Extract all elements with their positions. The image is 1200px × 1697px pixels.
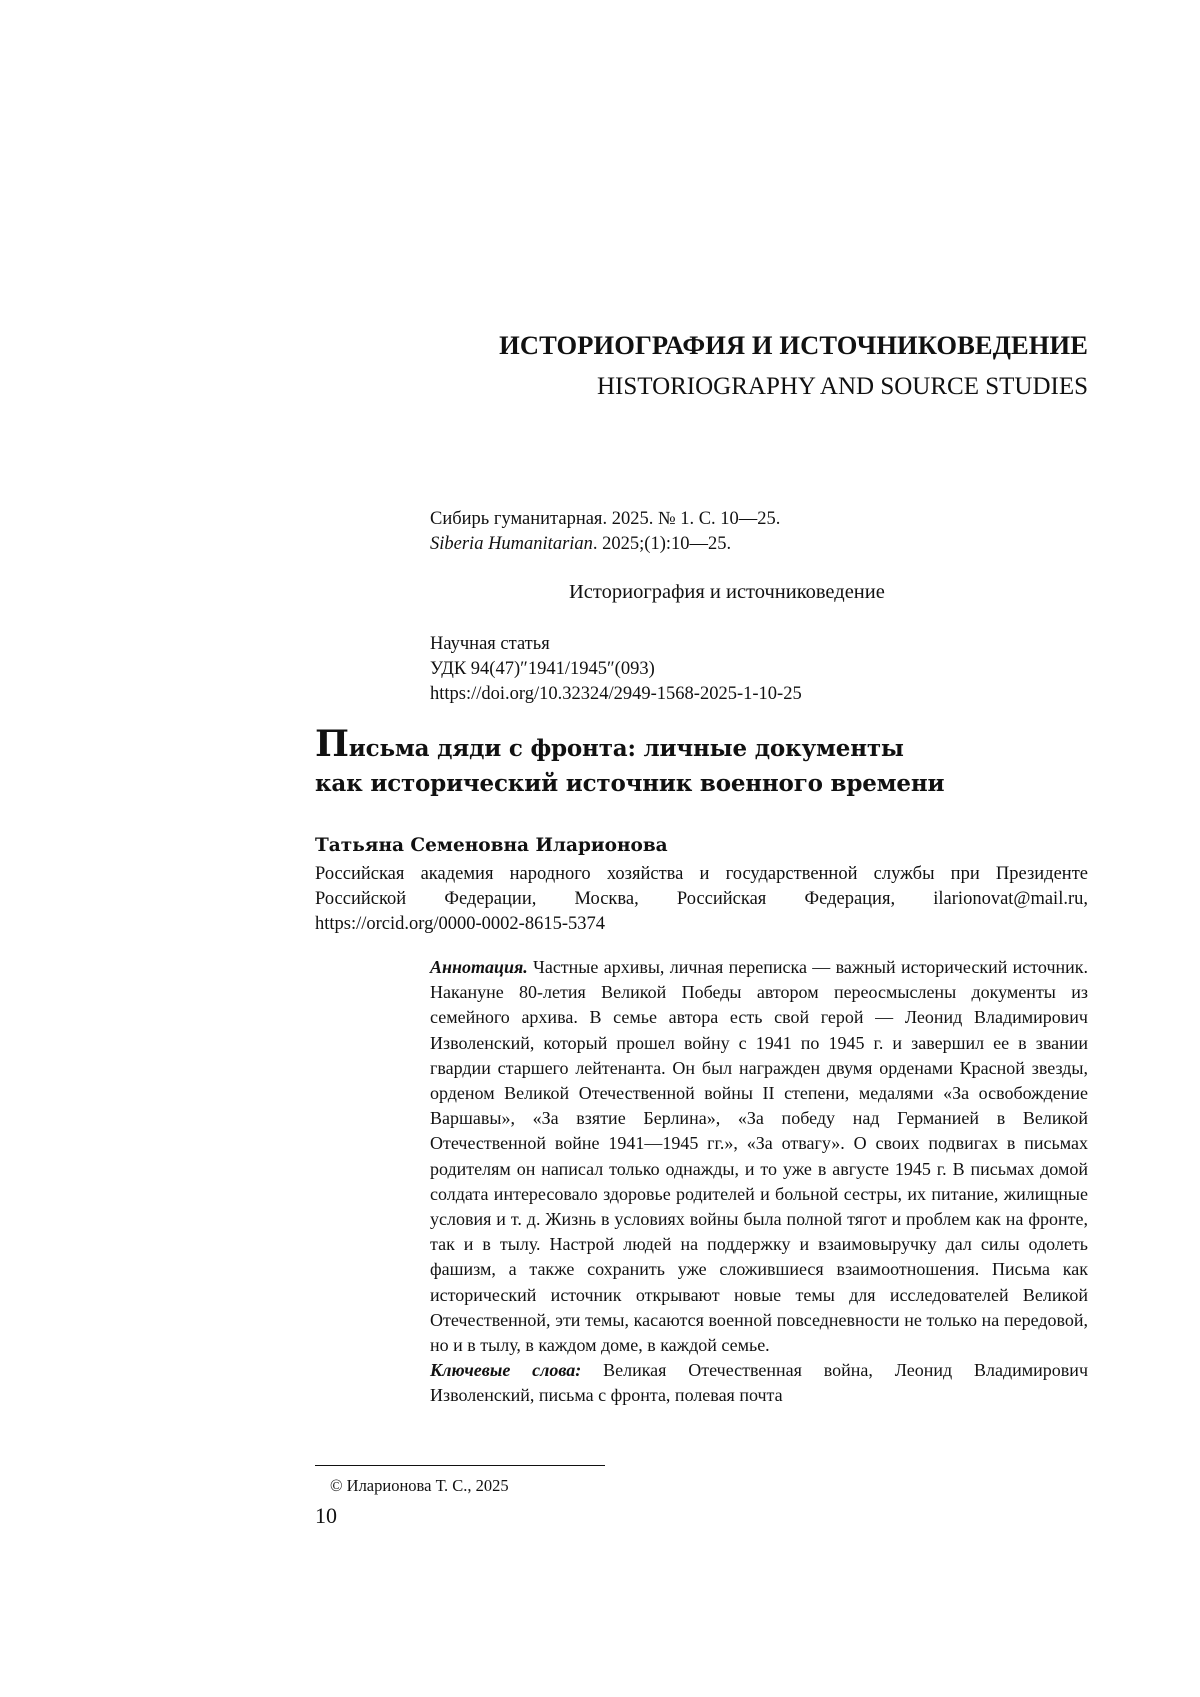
author-affiliation: Российская академия народного хозяйства и государственной службы при Президенте Российской Федерации, Москва, Российская Федерация, ilarionovat@mail.ru, https://orcid.org/0000-0002-8615-5374 bbox=[315, 864, 1088, 934]
article-title-line-1-rest: исьма дяди с фронта: личные документы bbox=[348, 735, 904, 762]
article-title bbox=[315, 723, 945, 801]
section-title-ru: ИСТОРИОГРАФИЯ И ИСТОЧНИКОВЕДЕНИЕ bbox=[499, 330, 1088, 360]
copyright-footnote: © Иларионова Т. С., 2025 bbox=[330, 1476, 509, 1495]
citation-ru: Сибирь гуманитарная. 2025. № 1. С. 10—25. bbox=[430, 509, 781, 529]
page-number: 10 bbox=[315, 1503, 337, 1528]
udk: УДК 94(47)″1941/1945″(093) bbox=[430, 659, 655, 679]
citation-en bbox=[430, 532, 780, 557]
keywords-label: Ключевые слова: bbox=[430, 1360, 582, 1381]
author-name: Татьяна Семеновна Иларионова bbox=[315, 835, 668, 856]
rubric: Историография и источниковедение bbox=[569, 581, 885, 603]
citation-block bbox=[430, 507, 780, 557]
article-meta bbox=[430, 632, 802, 707]
abstract-text: Частные архивы, личная переписка — важный исторический источник. Накануне 80-летия Великой Победы автором переосмыслены документы из семейного архива. В семье автора есть свой герой — Леонид Владимирович Изволенский, который прошел войну с 1941 по 1945 г. и завершил ее в звании гвардии старшего лейтенанта. Он был награжден двумя орденами Красной звезды, орденом Великой Отечественной войны II степени, медалями «За освобождение Варшавы», «За взятие Берлина», «За победу над Германией в Великой Отечественной войне 1941—1945 гг.», «За отвагу». О своих подвигах в письмах родителям он написал только однажды, и то уже в августе 1945 г. В письмах домой солдата интересовало здоровье родителей и больной сестры, их питание, жилищные условия и т. д. Жизнь в условиях войны была полной тягот и проблем как на фронте, так и в тылу. Настрой людей на поддержку и взаимовыручку дал силы одолеть фашизм, а также сохранить уже сложившиеся взаимоотношения. Письма как исторический источник открывают новые темы для исследователей Великой Отечественной, эти темы, касаются военной повседневности не только на передовой, но и в тылу, в каждом доме, в каждой семье. bbox=[430, 957, 1089, 1356]
citation-en-journal: Siberia Humanitarian bbox=[430, 534, 593, 554]
article-title-line-2: как исторический источник военного времени bbox=[315, 770, 945, 797]
keywords-text: Великая Отечественная война, Леонид Владимирович Изволенский, письма с фронта, полевая почта bbox=[430, 1360, 1088, 1406]
abstract bbox=[430, 955, 1088, 1409]
abstract-label: Аннотация. bbox=[430, 957, 528, 977]
article-title-initial: П bbox=[315, 723, 349, 765]
doi-link[interactable]: https://doi.org/10.32324/2949-1568-2025-1-10-25 bbox=[430, 684, 802, 704]
article-type: Научная статья bbox=[430, 634, 550, 654]
citation-en-rest: . 2025;(1):10—25. bbox=[592, 534, 732, 554]
footnote-divider bbox=[315, 1465, 605, 1466]
section-title-en: HISTORIOGRAPHY AND SOURCE STUDIES bbox=[596, 373, 1088, 400]
article-title-line-1 bbox=[315, 723, 944, 766]
